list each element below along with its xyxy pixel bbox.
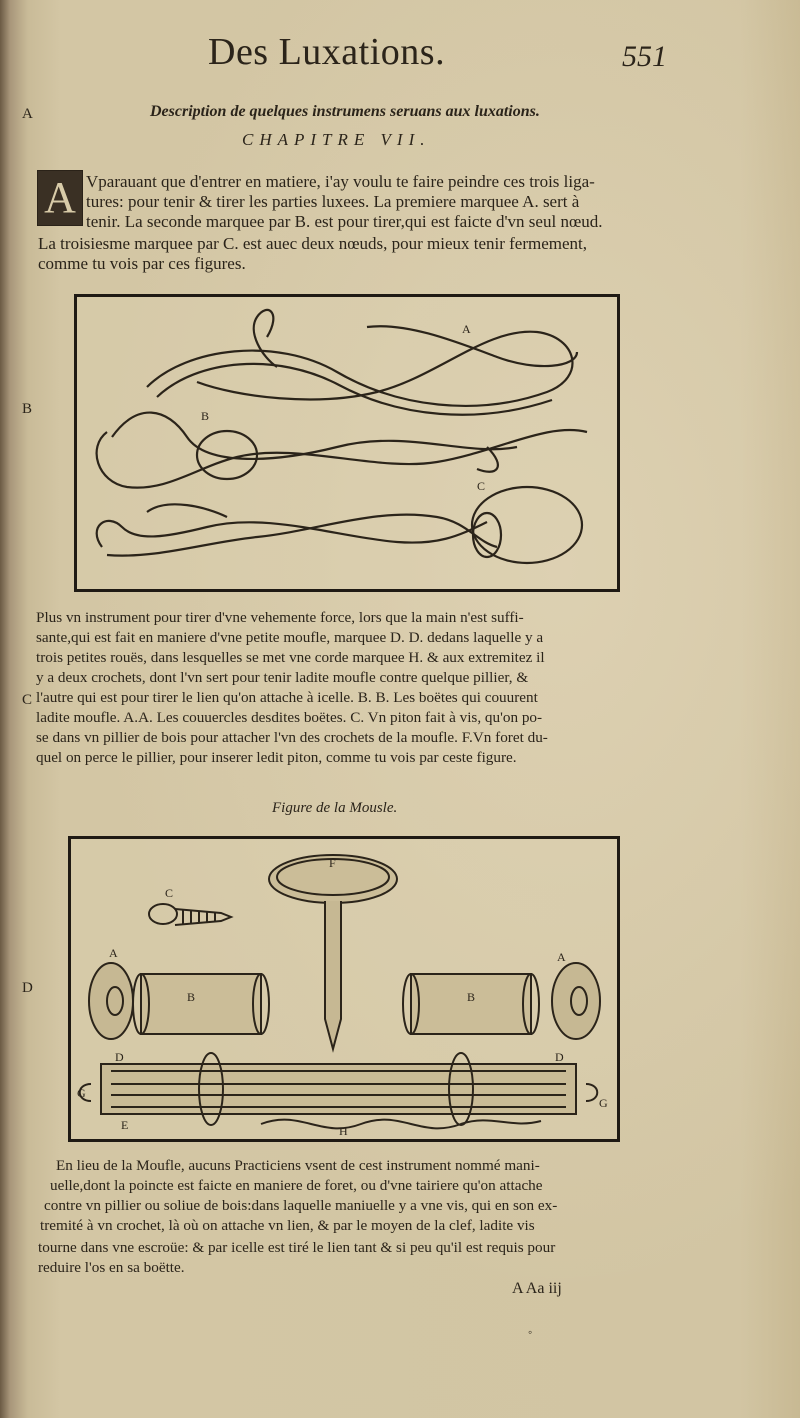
paragraph-line: sante,qui est fait en maniere d'vne petite moufle, marquee D. D. dedans laquelle y a <box>36 629 544 646</box>
intro-line: tenir. La seconde marquee par B. est pour tirer,qui est faicte d'vn seul nœud. <box>86 212 603 231</box>
intro-line: Vparauant que d'entrer en matiere, i'ay voulu te faire peindre ces trois liga- <box>86 172 595 191</box>
ink-mark-icon: ◦ <box>528 1325 533 1339</box>
intro-line: comme tu vois par ces figures. <box>38 254 246 273</box>
margin-letter-b: B <box>22 401 33 417</box>
moufle-label-a-right: A <box>557 950 566 964</box>
paragraph-line: ladite moufle. A.A. Les couuercles desdites boëtes. C. Vn piton fait à vis, qu'on po- <box>36 709 543 726</box>
paragraph-line: uelle,dont la poincte est faicte en maniere de foret, ou d'vne tairiere qu'on attache <box>50 1177 543 1194</box>
paragraph-line: tremité à vn crochet, là où on attache vn lien, & par le moyen de la clef, ladite vis <box>40 1217 535 1234</box>
moufle-illustration <box>71 839 617 1139</box>
page-header-title: Des Luxations. <box>208 31 446 73</box>
paragraph-line: contre vn pillier ou soliue de bois:dans laquelle maniuelle y a vne vis, qui en son ex- <box>44 1197 558 1214</box>
paragraph-line: l'autre qui est pour tirer le lien qu'on attache à icelle. B. B. Les boëtes qui couurent <box>36 689 538 706</box>
paragraph-line: reduire l'os en sa boëtte. <box>38 1259 185 1276</box>
margin-letter-d: D <box>22 980 33 996</box>
moufle-label-d-left: D <box>115 1050 124 1064</box>
figure-caption: Figure de la Mousle. <box>272 800 398 816</box>
moufle-label-d-right: D <box>555 1050 564 1064</box>
moufle-figure <box>68 836 620 1142</box>
ligatures-figure <box>74 294 620 592</box>
moufle-label-f: F <box>329 856 336 870</box>
margin-letter-a: A <box>22 106 33 122</box>
ligature-c-band <box>97 521 487 547</box>
moufle-label-g-right: G <box>599 1096 608 1110</box>
ligature-label-a: A <box>462 322 471 336</box>
moufle-label-h: H <box>339 1124 348 1138</box>
intro-line: La troisiesme marquee par C. est auec deux nœuds, pour mieux tenir fermement, <box>38 234 588 253</box>
chapter-description: Description de quelques instrumens seruans aux luxations. <box>150 103 540 120</box>
chapter-heading: CHAPITRE VII. <box>242 130 431 149</box>
ligature-label-c: C <box>477 479 486 493</box>
page-number: 551 <box>622 40 667 73</box>
paragraph-line: se dans vn pillier de bois pour attacher l'vn des crochets de la moufle. F.Vn foret du- <box>36 729 548 746</box>
intro-line: tures: pour tenir & tirer les parties luxees. La premiere marquee A. sert à <box>86 192 580 211</box>
moufle-label-b-left: B <box>187 990 196 1004</box>
moufle-label-g-left: G <box>77 1086 86 1100</box>
signature-mark: A Aa iij <box>512 1280 562 1297</box>
paragraph-line: tourne dans vne escroüe: & par icelle est tiré le lien tant & si peu qu'il est requis pour <box>38 1239 556 1256</box>
margin-letter-c: C <box>22 692 33 708</box>
paragraph-line: Plus vn instrument pour tirer d'vne vehemente force, lors que la main n'est suffi- <box>36 609 524 626</box>
ligature-label-b: B <box>201 409 210 423</box>
moufle-label-c: C <box>165 886 174 900</box>
paragraph-line: En lieu de la Moufle, aucuns Practiciens vsent de cest instrument nommé mani- <box>56 1157 540 1174</box>
ligature-b-band <box>97 430 587 488</box>
ligatures-illustration <box>77 297 617 589</box>
moufle-label-a-left: A <box>109 946 118 960</box>
paragraph-line: trois petites rouës, dans lesquelles se met vne corde marquee H. & aux extremitez il <box>36 649 545 666</box>
moufle-label-b-right: B <box>467 990 476 1004</box>
moufle-label-e: E <box>121 1118 129 1132</box>
paragraph-line: quel on perce le pillier, pour inserer ledit piton, comme tu vois par ceste figure. <box>36 749 517 766</box>
drop-cap-letter: A <box>37 170 83 226</box>
paragraph-line: y a deux crochets, dont l'vn sert pour tenir ladite moufle contre quelque pillier, & <box>36 669 529 686</box>
